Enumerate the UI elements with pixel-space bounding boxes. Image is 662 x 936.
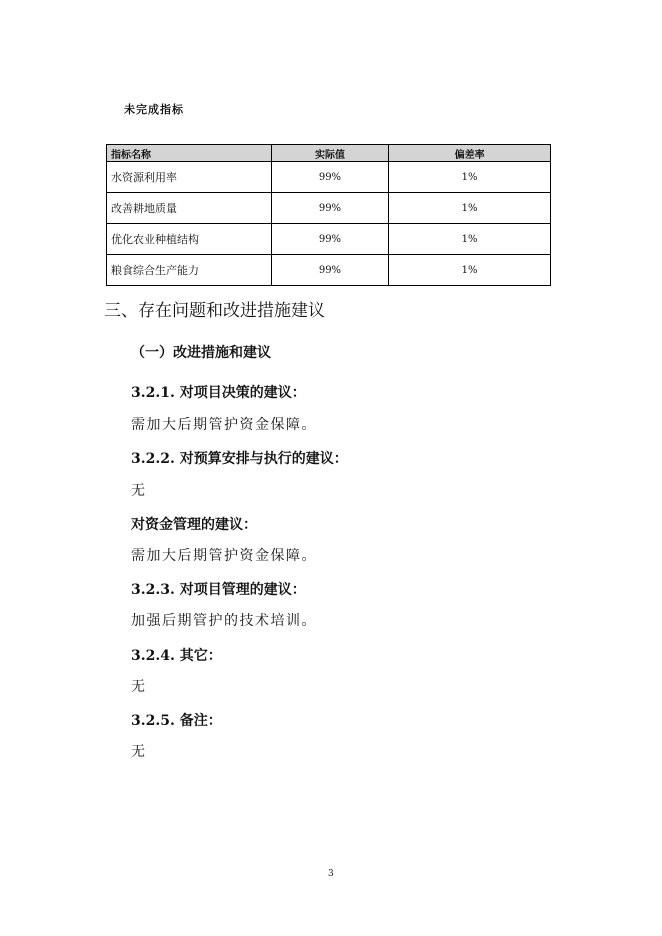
- item-heading: 3.2.4. 其它：: [131, 648, 222, 664]
- cell-actual-value: 99%: [271, 255, 389, 286]
- item-body: 无: [131, 483, 147, 499]
- header-indicator-name: 指标名称: [107, 145, 272, 162]
- table-row: [107, 162, 551, 193]
- header-actual-value: 实际值: [271, 145, 389, 162]
- table-row: [107, 224, 551, 255]
- item-heading: 3.2.2. 对预算安排与执行的建议：: [131, 451, 348, 467]
- cell-deviation-rate: 1%: [389, 193, 551, 224]
- item-heading: 3.2.3. 对项目管理的建议：: [131, 582, 306, 598]
- cell-indicator-name: 粮食综合生产能力: [107, 255, 272, 286]
- cell-indicator-name: 水资源利用率: [107, 162, 272, 193]
- item-body: 需加大后期管护资金保障。: [131, 417, 317, 433]
- cell-deviation-rate: 1%: [389, 255, 551, 286]
- cell-indicator-name: 改善耕地质量: [107, 193, 272, 224]
- cell-actual-value: 99%: [271, 193, 389, 224]
- item-heading: 3.2.5. 备注：: [131, 713, 222, 729]
- cell-indicator-name: 优化农业种植结构: [107, 224, 272, 255]
- table-row: [107, 193, 551, 224]
- table-caption: 未完成指标: [124, 103, 184, 116]
- page-number: 3: [328, 869, 334, 879]
- subsection-title: （一）改进措施和建议: [131, 345, 271, 361]
- item-heading: 对资金管理的建议：: [131, 517, 257, 533]
- table-header-row: [107, 145, 551, 162]
- item-body: 需加大后期管护资金保障。: [131, 548, 317, 564]
- table-row: [107, 255, 551, 286]
- cell-actual-value: 99%: [271, 162, 389, 193]
- cell-actual-value: 99%: [271, 224, 389, 255]
- item-body: 加强后期管护的技术培训。: [131, 613, 317, 629]
- indicator-table: [106, 144, 551, 286]
- item-body: 无: [131, 679, 147, 695]
- cell-deviation-rate: 1%: [389, 162, 551, 193]
- item-heading: 3.2.1. 对项目决策的建议：: [131, 385, 306, 401]
- section-title: 三、存在问题和改进措施建议: [104, 301, 325, 321]
- cell-deviation-rate: 1%: [389, 224, 551, 255]
- item-body: 无: [131, 744, 147, 760]
- header-deviation-rate: 偏差率: [389, 145, 551, 162]
